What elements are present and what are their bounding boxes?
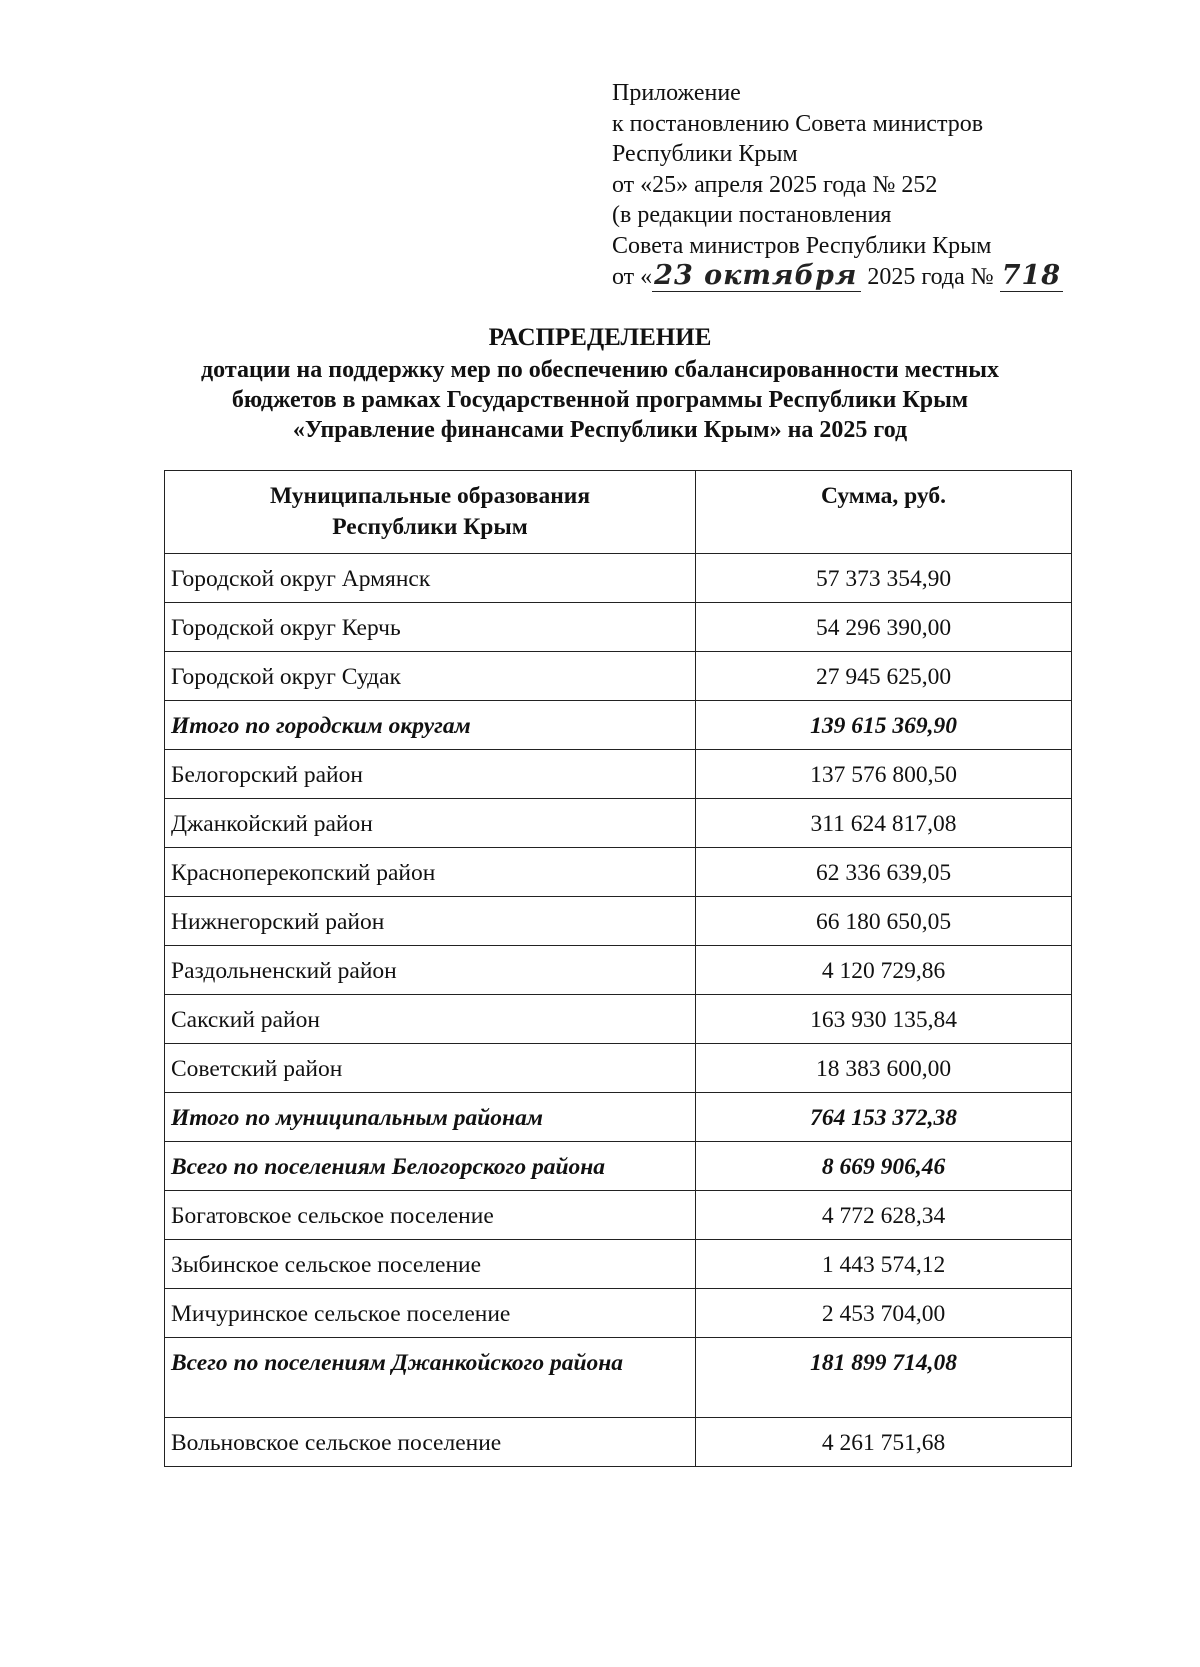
- row-name: Зыбинское сельское поселение: [165, 1240, 696, 1289]
- subtotal-row: [165, 1093, 1072, 1142]
- table-row: [165, 603, 1072, 652]
- row-name: Красноперекопский район: [165, 848, 696, 897]
- row-amount: 4 120 729,86: [696, 946, 1072, 995]
- row-amount: 4 772 628,34: [696, 1191, 1072, 1240]
- annex-line: (в редакции постановления: [612, 202, 892, 228]
- row-amount: 1 443 574,12: [696, 1240, 1072, 1289]
- annex-line: к постановлению Совета министров: [612, 110, 984, 137]
- row-amount: 139 615 369,90: [696, 701, 1072, 750]
- title-line: дотации на поддержку мер по обеспечению сбалансированности местных: [201, 357, 999, 383]
- annex-line: Республики Крым: [612, 141, 798, 167]
- row-amount: 311 624 817,08: [696, 799, 1072, 848]
- row-name: Нижнегорский район: [165, 897, 696, 946]
- row-name: Городской округ Армянск: [165, 554, 696, 603]
- handwritten-date: 23 октября: [652, 260, 861, 292]
- row-name: Богатовское сельское поселение: [165, 1191, 696, 1240]
- row-amount: 18 383 600,00: [696, 1044, 1072, 1093]
- table-row: [165, 1240, 1072, 1289]
- subtotal-row: [165, 701, 1072, 750]
- title-line: бюджетов в рамках Государственной программы Республики Крым: [231, 387, 969, 413]
- row-amount: 764 153 372,38: [696, 1093, 1072, 1142]
- table-row: [165, 554, 1072, 603]
- header-municipality-line: Муниципальные образования: [269, 483, 591, 509]
- row-amount: 8 669 906,46: [696, 1142, 1072, 1191]
- row-amount: 137 576 800,50: [696, 750, 1072, 799]
- title-heading: РАСПРЕДЕЛЕНИЕ: [488, 324, 712, 351]
- table-row: [165, 1289, 1072, 1338]
- row-name: Вольновское сельское поселение: [165, 1418, 696, 1467]
- header-municipality: [165, 471, 696, 554]
- table-row: [165, 995, 1072, 1044]
- row-name: Мичуринское сельское поселение: [165, 1289, 696, 1338]
- row-name: Городской округ Судак: [165, 652, 696, 701]
- document-title: [0, 323, 1200, 445]
- row-amount: 62 336 639,05: [696, 848, 1072, 897]
- table-row: [165, 946, 1072, 995]
- table-row: [165, 1044, 1072, 1093]
- title-line: «Управление финансами Республики Крым» на 2025 год: [292, 417, 908, 443]
- table-row: [165, 1418, 1072, 1467]
- header-municipality-line: Республики Крым: [332, 514, 528, 540]
- distribution-table: [164, 470, 1072, 1467]
- table-row: [165, 897, 1072, 946]
- table-row: [165, 750, 1072, 799]
- handwritten-number: 718: [1001, 260, 1062, 291]
- header-amount: Сумма, руб.: [696, 471, 1072, 554]
- row-name: Джанкойский район: [165, 799, 696, 848]
- row-name: Всего по поселениям Джанкойского района: [165, 1338, 696, 1418]
- row-name: Итого по городским округам: [165, 701, 696, 750]
- row-name: Всего по поселениям Белогорского района: [165, 1142, 696, 1191]
- row-amount: 163 930 135,84: [696, 995, 1072, 1044]
- row-name: Городской округ Керчь: [165, 603, 696, 652]
- annex-line: Совета министров Республики Крым: [612, 232, 992, 259]
- row-amount: 66 180 650,05: [696, 897, 1072, 946]
- subtotal-row: [165, 1338, 1072, 1418]
- row-name: Раздольненский район: [165, 946, 696, 995]
- row-amount: 54 296 390,00: [696, 603, 1072, 652]
- row-name: Советский район: [165, 1044, 696, 1093]
- row-name: Белогорский район: [165, 750, 696, 799]
- row-name: Сакский район: [165, 995, 696, 1044]
- table-row: [165, 799, 1072, 848]
- table-row: [165, 1191, 1072, 1240]
- row-amount: 57 373 354,90: [696, 554, 1072, 603]
- subtotal-row: [165, 1142, 1072, 1191]
- row-amount: 4 261 751,68: [696, 1418, 1072, 1467]
- annex-line-middle: 2025 года №: [861, 264, 1000, 290]
- annex-line: Приложение: [612, 80, 741, 106]
- annex-amendment-date-line: [612, 261, 1132, 293]
- annex-block: [612, 78, 1132, 293]
- row-amount: 181 899 714,08: [696, 1338, 1072, 1418]
- table-row: [165, 848, 1072, 897]
- table-header-row: [165, 471, 1072, 554]
- table-row: [165, 652, 1072, 701]
- row-amount: 2 453 704,00: [696, 1289, 1072, 1338]
- annex-line-prefix: от «: [612, 264, 653, 290]
- annex-line: от «25» апреля 2025 года № 252: [612, 171, 938, 198]
- row-amount: 27 945 625,00: [696, 652, 1072, 701]
- row-name: Итого по муниципальным районам: [165, 1093, 696, 1142]
